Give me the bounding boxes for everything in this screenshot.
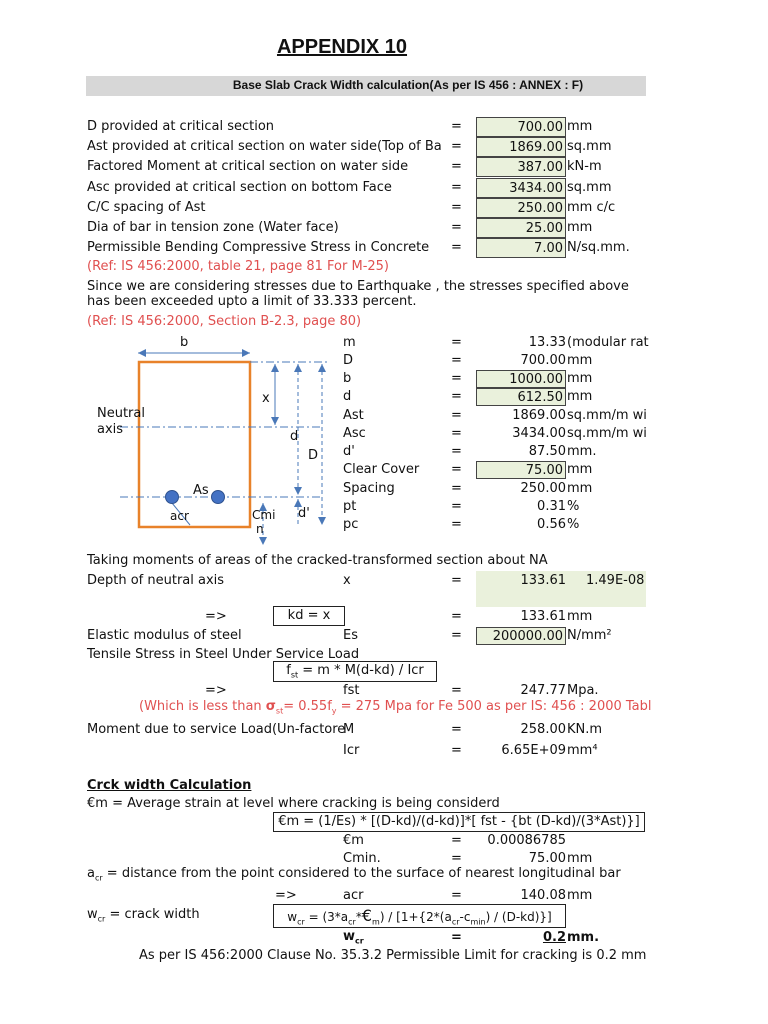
fst-symbol: fst bbox=[343, 683, 360, 698]
label-cmin-n: n bbox=[256, 522, 264, 536]
service-moment-value: 258.00 bbox=[520, 722, 566, 737]
arrow-head bbox=[318, 517, 326, 525]
icr-value: 6.65E+09 bbox=[501, 743, 566, 758]
wcr-definition: $w_{cr}$ = crack width bbox=[87, 907, 200, 924]
label-d: d bbox=[290, 429, 299, 444]
label-cmin: Cmi bbox=[252, 508, 276, 522]
na-residual: 1.49E-08 bbox=[586, 573, 645, 588]
label-b: b bbox=[180, 335, 189, 350]
label-D: D bbox=[308, 448, 319, 463]
label-neutral: Neutral bbox=[97, 406, 145, 421]
acr-symbol: acr bbox=[343, 888, 364, 903]
param-label: D bbox=[343, 353, 354, 368]
param-label: pt bbox=[343, 499, 357, 514]
arrow-head bbox=[294, 364, 302, 372]
cmin-symbol: Cmin. bbox=[343, 851, 381, 866]
param-eq: = bbox=[451, 517, 462, 532]
param-label: m bbox=[343, 335, 356, 350]
input-unit: sq.mm bbox=[567, 180, 612, 195]
es-eq: = bbox=[451, 628, 462, 643]
es-unit: N/mm² bbox=[567, 628, 612, 643]
param-unit: sq.mm/m wi bbox=[567, 426, 647, 441]
footer-permissible-limit: As per IS 456:2000 Clause No. 35.3.2 Permissible Limit for cracking is 0.2 mm bbox=[139, 948, 647, 963]
kd-unit: mm bbox=[567, 609, 593, 624]
reference-note-table21: (Ref: IS 456:2000, table 21, page 81 For M-25) bbox=[87, 259, 390, 274]
kd-value: 133.61 bbox=[520, 609, 566, 624]
icr-symbol: Icr bbox=[343, 743, 360, 758]
arrow-head bbox=[138, 349, 146, 357]
fst-formula: $f_{st} = m * M(d-kd)$ / Icr bbox=[273, 661, 437, 682]
input-value: 250.00 bbox=[476, 198, 566, 218]
cmin-unit: mm bbox=[567, 851, 593, 866]
fst-check-note: (Which is less than $\sigma_{st}= 0.55f_y = 275$ Mpa for Fe 500 as per IS: 456 : 2000 Tabl bbox=[139, 699, 652, 716]
label-acr: acr bbox=[170, 509, 189, 523]
rebar-1 bbox=[166, 491, 179, 504]
param-label: pc bbox=[343, 517, 359, 532]
arrow-head bbox=[271, 364, 279, 372]
moments-text: Taking moments of areas of the cracked-transformed section about NA bbox=[87, 553, 548, 568]
param-value: 13.33 bbox=[528, 335, 566, 350]
param-unit: (modular rat bbox=[567, 335, 649, 350]
na-symbol: x bbox=[343, 573, 351, 588]
arrow-head bbox=[271, 417, 279, 425]
input-eq: = bbox=[451, 119, 462, 134]
es-label: Elastic modulus of steel bbox=[87, 628, 242, 643]
arrow-head bbox=[318, 364, 326, 372]
input-label: Ast provided at critical section on water side(Top of Ba bbox=[87, 139, 442, 154]
kd-formula: kd = x bbox=[273, 606, 345, 626]
input-eq: = bbox=[451, 159, 462, 174]
label-As: As bbox=[193, 483, 209, 498]
param-unit: mm bbox=[567, 389, 593, 404]
cmin-eq: = bbox=[451, 851, 462, 866]
param-eq: = bbox=[451, 462, 462, 477]
na-value: 133.61 bbox=[520, 573, 566, 588]
param-label: Clear Cover bbox=[343, 462, 420, 477]
arrow-head bbox=[242, 349, 250, 357]
service-moment-eq: = bbox=[451, 722, 462, 737]
input-label: Permissible Bending Compressive Stress in Concrete bbox=[87, 240, 430, 255]
earthquake-note-line1: Since we are considering stresses due to Earthquake , the stresses specified above bbox=[87, 279, 629, 294]
acr-unit: mm bbox=[567, 888, 593, 903]
wcr-unit: mm. bbox=[567, 930, 600, 945]
param-eq: = bbox=[451, 481, 462, 496]
param-value: 75.00 bbox=[476, 461, 566, 479]
acr-arrow: => bbox=[275, 888, 297, 903]
input-value: 25.00 bbox=[476, 218, 566, 238]
em-eq: = bbox=[451, 833, 462, 848]
reference-note-b23: (Ref: IS 456:2000, Section B-2.3, page 80) bbox=[87, 314, 362, 329]
param-label: Asc bbox=[343, 426, 366, 441]
param-eq: = bbox=[451, 371, 462, 386]
em-definition: €m = Average strain at level where cracking is being considerd bbox=[87, 796, 500, 811]
param-value: 3434.00 bbox=[512, 426, 566, 441]
input-label: D provided at critical section bbox=[87, 119, 275, 134]
param-label: d bbox=[343, 389, 352, 404]
service-moment-unit: KN.m bbox=[567, 722, 603, 737]
input-unit: N/sq.mm. bbox=[567, 240, 630, 255]
wcr-value: 0.2 bbox=[542, 930, 566, 945]
kd-eq: = bbox=[451, 609, 462, 624]
rebar-2 bbox=[212, 491, 225, 504]
input-eq: = bbox=[451, 200, 462, 215]
input-unit: kN-m bbox=[567, 159, 602, 174]
wcr-eq: = bbox=[451, 930, 462, 945]
cmin-value: 75.00 bbox=[528, 851, 566, 866]
param-value: 1000.00 bbox=[476, 370, 566, 388]
input-label: Dia of bar in tension zone (Water face) bbox=[87, 220, 339, 235]
param-unit: mm bbox=[567, 462, 593, 477]
param-value: 250.00 bbox=[520, 481, 566, 496]
service-moment-symbol: M bbox=[343, 722, 355, 737]
subtitle: Base Slab Crack Width calculation(As per IS 456 : ANNEX : F) bbox=[232, 78, 584, 92]
input-eq: = bbox=[451, 139, 462, 154]
slab-section-outline bbox=[139, 362, 250, 527]
param-eq: = bbox=[451, 499, 462, 514]
input-label: Factored Moment at critical section on water side bbox=[87, 159, 409, 174]
input-eq: = bbox=[451, 220, 462, 235]
param-unit: % bbox=[567, 499, 580, 514]
param-eq: = bbox=[451, 426, 462, 441]
param-unit: sq.mm/m wi bbox=[567, 408, 647, 423]
param-label: b bbox=[343, 371, 352, 386]
input-unit: mm bbox=[567, 220, 593, 235]
service-moment-label: Moment due to service Load(Un-factore bbox=[87, 722, 346, 737]
param-value: 1869.00 bbox=[512, 408, 566, 423]
icr-eq: = bbox=[451, 743, 462, 758]
na-label: Depth of neutral axis bbox=[87, 573, 225, 588]
param-unit: mm bbox=[567, 481, 593, 496]
param-label: Spacing bbox=[343, 481, 395, 496]
fst-arrow: => bbox=[205, 683, 227, 698]
em-symbol: €m bbox=[343, 833, 364, 848]
input-unit: mm bbox=[567, 119, 593, 134]
wcr-formula: $w_{cr}$ = $(3*a_{cr}*€_m) / [1+\{2*(a_{cr}-c_{min}) / (D-kd)\}]$ bbox=[273, 904, 566, 928]
input-eq: = bbox=[451, 240, 462, 255]
input-label: Asc provided at critical section on bottom Face bbox=[87, 180, 392, 195]
wcr-symbol: $w_{cr}$ bbox=[343, 929, 364, 946]
input-value: 7.00 bbox=[476, 238, 566, 258]
label-dprime: d' bbox=[298, 506, 310, 521]
param-unit: mm bbox=[567, 353, 593, 368]
param-label: d' bbox=[343, 444, 355, 459]
input-value: 700.00 bbox=[476, 117, 566, 137]
arrow-head bbox=[294, 487, 302, 495]
param-value: 0.31 bbox=[537, 499, 566, 514]
fst-value: 247.77 bbox=[520, 683, 566, 698]
param-eq: = bbox=[451, 335, 462, 350]
label-x: x bbox=[262, 391, 270, 406]
earthquake-note-line2: has been exceeded upto a limit of 33.333 percent. bbox=[87, 294, 417, 309]
param-value: 612.50 bbox=[476, 388, 566, 406]
input-value: 387.00 bbox=[476, 157, 566, 177]
em-value: 0.00086785 bbox=[487, 833, 566, 848]
input-unit: sq.mm bbox=[567, 139, 612, 154]
param-value: 700.00 bbox=[520, 353, 566, 368]
fst-eq: = bbox=[451, 683, 462, 698]
na-eq: = bbox=[451, 573, 462, 588]
input-label: C/C spacing of Ast bbox=[87, 200, 206, 215]
es-symbol: Es bbox=[343, 628, 358, 643]
param-unit: mm. bbox=[567, 444, 597, 459]
param-unit: % bbox=[567, 517, 580, 532]
input-value: 1869.00 bbox=[476, 137, 566, 157]
param-label: Ast bbox=[343, 408, 364, 423]
param-eq: = bbox=[451, 408, 462, 423]
input-eq: = bbox=[451, 180, 462, 195]
kd-arrow: => bbox=[205, 609, 227, 624]
acr-eq: = bbox=[451, 888, 462, 903]
param-eq: = bbox=[451, 353, 462, 368]
param-unit: mm bbox=[567, 371, 593, 386]
label-axis: axis bbox=[97, 422, 124, 437]
acr-definition: $a_{cr}$ = distance from the point considered to the surface of nearest longitudinal bar bbox=[87, 866, 621, 883]
acr-value: 140.08 bbox=[520, 888, 566, 903]
param-value: 87.50 bbox=[528, 444, 566, 459]
input-unit: mm c/c bbox=[567, 200, 616, 215]
param-value: 0.56 bbox=[537, 517, 566, 532]
crack-width-heading: Crck width Calculation bbox=[87, 778, 252, 793]
arrow-head bbox=[259, 537, 267, 545]
icr-unit: mm⁴ bbox=[567, 743, 598, 758]
param-eq: = bbox=[451, 444, 462, 459]
page-title: APPENDIX 10 bbox=[276, 36, 408, 58]
em-formula: €m = (1/Es) * [(D-kd)/(d-kd)]*[ fst - {bt (D-kd)/(3*Ast)}] bbox=[273, 812, 645, 832]
tensile-label: Tensile Stress in Steel Under Service Load bbox=[87, 647, 360, 662]
fst-unit: Mpa. bbox=[567, 683, 599, 698]
param-eq: = bbox=[451, 389, 462, 404]
input-value: 3434.00 bbox=[476, 178, 566, 198]
es-value: 200000.00 bbox=[476, 627, 566, 645]
